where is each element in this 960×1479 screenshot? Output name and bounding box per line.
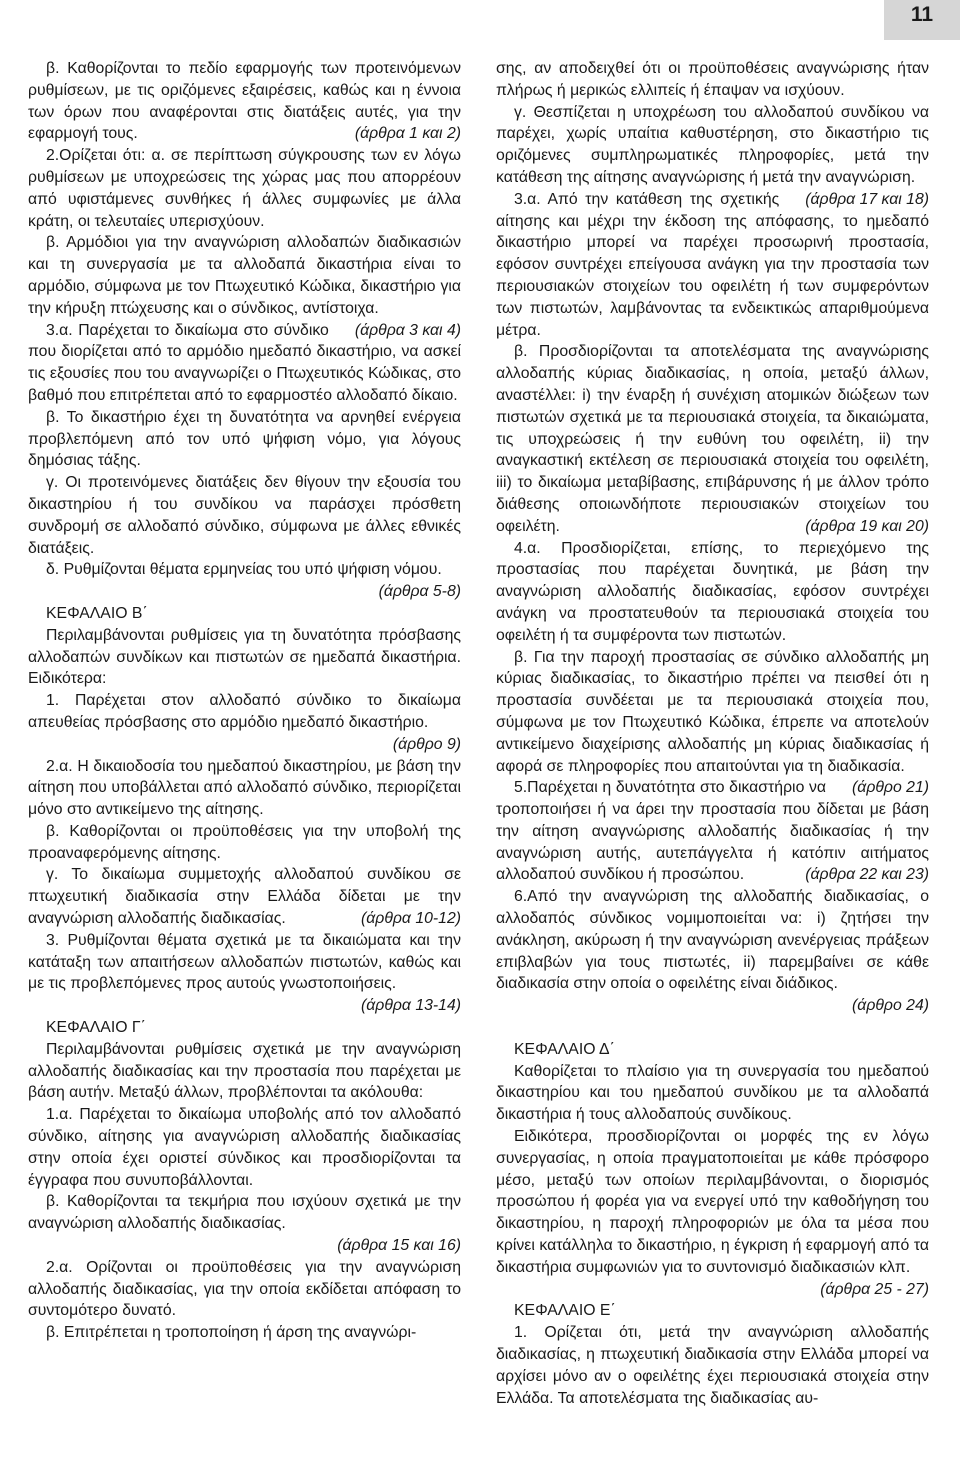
article-reference: (άρθρα 19 και 20) — [805, 517, 929, 535]
paragraph-text: γ. Το δικαίωμα συμμετοχής αλλοδαπού συνδίκου σε πτωχευτική διαδικασία στην Ελλάδα δίδεται με την αναγνώριση αλλοδαπής διαδικασίας. — [28, 866, 461, 928]
paragraph: 3.α. Από την κατάθεση της σχετικής αίτησης και μέχρι την έκδοση της απόφασης, το ημεδαπό δικαστήριο μπορεί να παρέχει προσωρινή προστασία, εφόσον συντρέχει επείγουσα ανάγκη για την προστασία των περιουσιακών στοιχείων του οφειλέτη ή των συμφερόντων των πιστωτών, λαμβάνοντας τα ενδεικτικώς απαριθμούμενα μέτρα. — [496, 190, 929, 339]
article-reference: (άρθρα 3 και 4) — [354, 321, 461, 339]
paragraph: 1.α. Παρέχεται το δικαίωμα υποβολής από τον αλλοδαπό σύνδικο, αίτησης για αναγνώριση αλλοδαπής διαδικασίας στην οποία έχει οριστεί σύνδικος και προσδιορίζονται τα έγγραφα που συνυποβάλλονται. — [28, 1106, 461, 1189]
paragraph: Περιλαμβάνονται ρυθμίσεις σχετικά με την αναγνώριση αλλοδαπής διαδικασίας και την προστασία που παρέχεται με βάση αυτήν. Μεταξύ άλλων, προβλέπονται τα ακόλουθα: — [28, 1040, 461, 1102]
article-reference: (άρθρο 24) — [852, 997, 929, 1015]
article-reference: (άρθρο 9) — [392, 735, 461, 753]
paragraph — [28, 58, 461, 145]
paragraph-text: 5.Παρέχεται η δυνατότητα στο δικαστήριο να τροποποιήσει ή να άρει την προστασία που δίδεται με βάση την αίτηση αναγνώρισης αλλοδαπής διαδικασίας ή την αναγνώριση αυτής, αυτεπάγγελτα ή κατόπιν αιτήματος αλλοδαπού συνδίκου ή προσώπου. — [496, 779, 929, 884]
paragraph-text: β. Για την παροχή προστασίας σε σύνδικο αλλοδαπής μη κύριας διαδικασίας, το δικαστήριο πρέπει να πεισθεί ότι η προστασία συνδέεται με τα περιουσιακά στοιχεία που, σύμφωνα με τον Πτωχευτικό Κώδικα, έπρεπε να αποτελούν αντικείμενο διαχείρισης αλλοδαπής μη κύριας διαδικασίας ή αφορά σε πληροφορίες που απαιτούνται για τη διαδικασία. — [496, 648, 929, 775]
paragraph-text: β. Αρμόδιοι για την αναγνώριση αλλοδαπών διαδικασιών και τη συνεργασία με τα αλλοδαπά δικαστήρια είναι το αρμόδιο, σύμφωνα με τον Πτωχευτικό Κώδικα, δικαστήριο για την κήρυξη πτώχευσης και ο σύνδικος, αντίστοιχα. — [28, 234, 461, 317]
paragraph: 1. Ορίζεται ότι, μετά την αναγνώριση αλλοδαπής διαδικασίας, η πτωχευτική διαδικασία στην Ελλάδα μπορεί να αρχίσει μόνο αν ο οφειλέτης έχει περιουσιακά στοιχεία στην Ελλάδα. Τα αποτελέσματα της διαδικασίας αυ- — [496, 1324, 929, 1407]
paragraph: 3.α. Παρέχεται το δικαίωμα στο σύνδικο που διορίζεται από το αρμόδιο ημεδαπό δικαστήριο, να ασκεί τις εξουσίες που του αναγνωρίζει ο Πτωχευτικός Κώδικας, στο βαθμό που επιτρέπεται από το εφαρμοστέο αλλοδαπό δίκαιο. — [28, 321, 461, 404]
paragraph: 2.α. Ορίζονται οι προϋποθέσεις για την αναγνώριση αλλοδαπής διαδικασίας, για την οποία εκδίδεται απόφαση το συντομότερο δυνατό. — [28, 1258, 461, 1320]
paragraph: 2.α. Η δικαιοδοσία του ημεδαπού δικαστηρίου, με βάση την αίτηση που υποβάλλεται από αλλοδαπό σύνδικο, περιορίζεται μόνο στο αντικείμενο της αίτησης. — [28, 757, 461, 819]
article-reference: (άρθρα 13-14) — [361, 997, 461, 1015]
paragraph — [496, 647, 929, 797]
paragraph: 4.α. Προσδιορίζεται, επίσης, το περιεχόμενο της προστασίας που παρέχεται δυνητικά, με βάση την αναγνώριση αλλοδαπής διαδικασίας, εφόσον συντρέχει ανάγκη να προστατευθούν τα περιουσιακά στοιχεία του οφειλέτη ή τα συμφέροντα των πιστωτών. — [496, 539, 929, 644]
paragraph: β. Το δικαστήριο έχει τη δυνατότητα να αρνηθεί ενέργεια προβλεπόμενη από τον υπό ψήφιση νόμο, για λόγους δημόσιας τάξης. — [28, 408, 461, 470]
article-reference: (άρθρα 25 - 27) — [820, 1280, 929, 1298]
paragraph-text: Ειδικότερα, προσδιορίζονται οι μορφές της εν λόγω συνεργασίας, η οποία πραγματοποιείται με κάθε πρόσφορο μέσο, μεταξύ των οποίων περιλαμβάνονται, ο διορισμός προσώπου ή φορέα για να ενεργεί υπό την καθοδήγηση του δικαστηρίου, η παροχή πληροφοριών με όλα τα μέσα που κρίνει κατάλληλα το δικαστήριο, η έγκριση ή εφαρμογή από τα δικαστήρια συμφωνιών για το συντονισμό διαδικασιών κλπ. — [496, 1128, 929, 1276]
paragraph — [28, 864, 461, 929]
paragraph-text: β. Καθορίζονται το πεδίο εφαρμογής των προτεινόμενων ρυθμίσεων, με τις οριζόμενες εξαιρέσεις, καθώς και η έννοια των όρων που αναφέρονται στις διατάξεις αυτές, για την εφαρμογή τους. — [28, 60, 461, 143]
page-number: 11 — [884, 0, 960, 40]
article-reference: (άρθρο 21) — [852, 779, 929, 797]
paragraph: β. Επιτρέπεται η τροποποίηση ή άρση της αναγνώρι- — [46, 1324, 417, 1342]
paragraph: Καθορίζεται το πλαίσιο για τη συνεργασία του ημεδαπού δικαστηρίου και του ημεδαπού συνδίκου με τα αλλοδαπά δικαστήρια ή τους αλλοδαπούς συνδίκους. — [496, 1062, 929, 1124]
article-reference: (άρθρα 17 και 18) — [805, 190, 929, 208]
article-reference: (άρθρα 1 και 2) — [354, 125, 461, 143]
paragraph — [28, 930, 461, 1015]
paragraph — [28, 232, 461, 339]
paragraph-text: γ. Θεσπίζεται η υποχρέωση του αλλοδαπού συνδίκου να παρέχει, χωρίς υπαίτια καθυστέρηση, στο δικαστήριο τις οριζόμενες συμπληρωματικές πληροφορίες, μετά την κατάθεση της αίτησης αναγνώρισης ή μετά την αναγνώριση. — [496, 103, 929, 186]
article-reference: (άρθρα 5-8) — [378, 583, 461, 601]
chapter-heading: ΚΕΦΑΛΑΙΟ Δ΄ — [514, 1040, 615, 1058]
paragraph: 1. Παρέχεται στον αλλοδαπό σύνδικο το δικαίωμα απευθείας πρόσβασης στο αρμόδιο ημεδαπό δικαστήριο. — [28, 692, 461, 731]
paragraph-text: β. Προσδιορίζονται τα αποτελέσματα της αναγνώρισης αλλοδαπής κύριας διαδικασίας, η οποία, μεταξύ άλλων, αναστέλλει: i) την έναρξη ή συνέχιση ατομικών διώξεων των πιστωτών σχετικά με τα περιουσιακά στοιχεία, τα δικαιώματα, τις υποχρεώσεις ή την ευθύνη του οφειλέτη, ii) την αναγκαστική εκτέλεση σε περιουσιακά στοιχεία του οφειλέτη, iii) το δικαίωμα μεταβίβασης, επιβάρυνσης ή με άλλον τρόπο διάθεσης οποιωνδήποτε περιουσιακών στοιχείων του οφειλέτη. — [496, 343, 929, 535]
chapter-heading: ΚΕΦΑΛΑΙΟ Γ΄ — [46, 1019, 146, 1037]
paragraph-text: 3. Ρυθμίζονται θέματα σχετικά με τα δικαιώματα και την κατάταξη των απαιτήσεων αλλοδαπών πιστωτών, καθώς και με τις προβλεπόμενες προς αυτούς γνωστοποιήσεις. — [28, 931, 461, 993]
paragraph: β. Καθορίζονται οι προϋποθέσεις για την υποβολή της προαναφερόμενης αίτησης. — [28, 822, 461, 862]
paragraph: 2.Ορίζεται ότι: α. σε περίπτωση σύγκρουσης των εν λόγω ρυθμίσεων με υποχρεώσεις της χώρας μας που απορρέουν από υφιστάμενες συνθήκες ή άλλες συμφωνίες με άλλα κράτη, οι τελευταίες υπερισχύουν. — [28, 147, 461, 230]
paragraph — [496, 102, 929, 208]
paragraph-text: δ. Ρυθμίζονται θέματα ερμηνείας του υπό ψήφιση νόμου. — [46, 561, 442, 579]
article-reference: (άρθρα 10-12) — [361, 910, 461, 928]
right-column — [496, 58, 929, 1409]
paragraph: σης, αν αποδειχθεί ότι οι προϋποθέσεις αναγνώρισης ήταν πλήρως ή μερικώς ελλιπείς ή έπαψαν να ισχύουν. — [496, 60, 929, 99]
chapter-heading: ΚΕΦΑΛΑΙΟ Ε΄ — [514, 1302, 616, 1320]
paragraph — [28, 559, 461, 601]
paragraph: 6.Από την αναγνώριση της αλλοδαπής διαδικασίας, ο αλλοδαπός σύνδικος νομιμοποιείται να: i) ζητήσει την ανάκληση, ακύρωση ή την αναγνώριση ανενέργειας πράξεων επιβλαβών για τους πιστωτές, ii) παρεμβαίνει σε κάθε διαδικασία στην οποία ο οφειλέτης είναι διάδικος. — [496, 888, 929, 993]
paragraph: Περιλαμβάνονται ρυθμίσεις για τη δυνατότητα πρόσβασης αλλοδαπών συνδίκων και πιστωτών σε ημεδαπά δικαστήρια. Ειδικότερα: — [28, 626, 461, 688]
article-reference: (άρθρα 22 και 23) — [805, 866, 929, 884]
paragraph — [496, 1126, 929, 1298]
paragraph — [496, 341, 929, 537]
chapter-heading: ΚΕΦΑΛΑΙΟ Β΄ — [46, 604, 148, 622]
paragraph: β. Καθορίζονται τα τεκμήρια που ισχύουν σχετικά με την αναγνώριση αλλοδαπής διαδικασίας. — [28, 1193, 461, 1233]
article-reference: (άρθρα 15 και 16) — [337, 1237, 461, 1255]
left-column — [28, 58, 461, 1344]
paragraph: γ. Οι προτεινόμενες διατάξεις δεν θίγουν την εξουσία του δικαστηρίου ή του συνδίκου να παράσχει πρόσθετη συνδρομή σε αλλοδαπό σύνδικο, σύμφωνα με άλλες εθνικές διατάξεις. — [28, 474, 461, 557]
